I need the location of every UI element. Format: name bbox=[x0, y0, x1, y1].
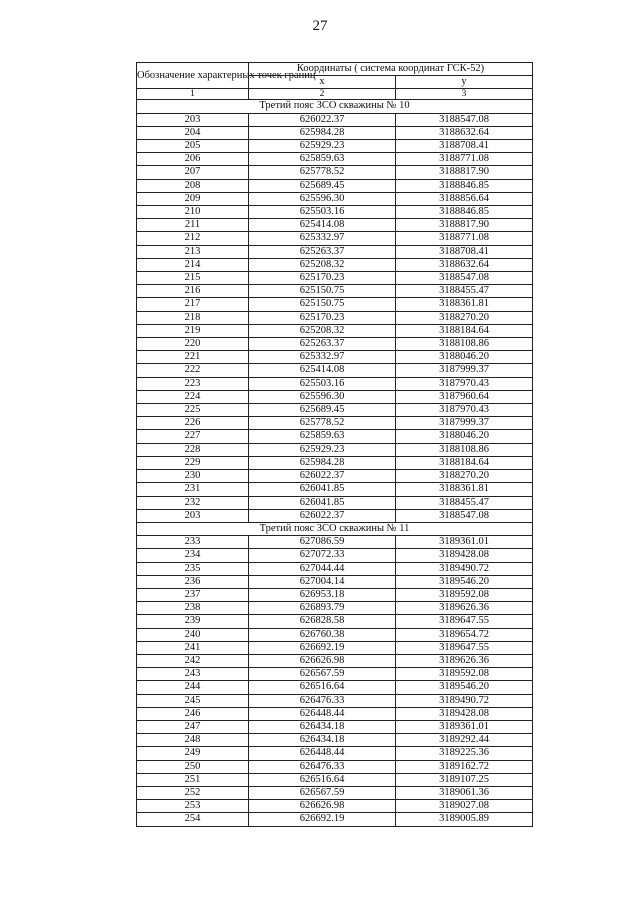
x-cell: 625778.52 bbox=[249, 417, 396, 430]
table-row bbox=[137, 417, 533, 430]
point-id-cell: 246 bbox=[137, 707, 249, 720]
x-cell: 626022.37 bbox=[249, 113, 396, 126]
y-cell: 3189546.20 bbox=[396, 575, 533, 588]
point-id-cell: 214 bbox=[137, 258, 249, 271]
table-row bbox=[137, 219, 533, 232]
section-title-row bbox=[137, 522, 533, 535]
point-id-cell: 206 bbox=[137, 153, 249, 166]
x-cell: 626022.37 bbox=[249, 470, 396, 483]
point-id-cell: 231 bbox=[137, 483, 249, 496]
column-index: 3 bbox=[396, 89, 533, 100]
table-row bbox=[137, 166, 533, 179]
table-row bbox=[137, 351, 533, 364]
point-id-cell: 221 bbox=[137, 351, 249, 364]
point-id-cell: 240 bbox=[137, 628, 249, 641]
x-cell: 625263.37 bbox=[249, 245, 396, 258]
table-row bbox=[137, 562, 533, 575]
point-id-cell: 216 bbox=[137, 285, 249, 298]
y-cell: 3188817.90 bbox=[396, 166, 533, 179]
y-cell: 3188046.20 bbox=[396, 351, 533, 364]
y-cell: 3189027.08 bbox=[396, 800, 533, 813]
x-cell: 627086.59 bbox=[249, 536, 396, 549]
y-cell: 3188632.64 bbox=[396, 126, 533, 139]
x-cell: 626567.59 bbox=[249, 786, 396, 799]
table-row bbox=[137, 377, 533, 390]
x-cell: 625596.30 bbox=[249, 192, 396, 205]
table-row bbox=[137, 707, 533, 720]
point-id-cell: 213 bbox=[137, 245, 249, 258]
point-id-cell: 243 bbox=[137, 668, 249, 681]
table-row bbox=[137, 509, 533, 522]
table-row bbox=[137, 404, 533, 417]
header-coordinates: Координаты ( система координат ГСК-52) bbox=[249, 63, 533, 76]
y-cell: 3189005.89 bbox=[396, 813, 533, 826]
table-body bbox=[137, 100, 533, 826]
section-title: Третий пояс ЗСО скважины № 11 bbox=[137, 522, 533, 535]
point-id-cell: 207 bbox=[137, 166, 249, 179]
x-cell: 626893.79 bbox=[249, 602, 396, 615]
y-cell: 3188547.08 bbox=[396, 509, 533, 522]
x-cell: 627044.44 bbox=[249, 562, 396, 575]
table-row bbox=[137, 760, 533, 773]
point-id-cell: 215 bbox=[137, 272, 249, 285]
x-cell: 625503.16 bbox=[249, 377, 396, 390]
point-id-cell: 236 bbox=[137, 575, 249, 588]
x-cell: 626041.85 bbox=[249, 496, 396, 509]
header-designation: Обозначение характерных точек границ bbox=[137, 63, 249, 89]
point-id-cell: 212 bbox=[137, 232, 249, 245]
table-row bbox=[137, 734, 533, 747]
table-row bbox=[137, 641, 533, 654]
table-row bbox=[137, 456, 533, 469]
point-id-cell: 210 bbox=[137, 206, 249, 219]
y-cell: 3189626.36 bbox=[396, 602, 533, 615]
table-row bbox=[137, 496, 533, 509]
point-id-cell: 244 bbox=[137, 681, 249, 694]
table-row bbox=[137, 298, 533, 311]
table-row bbox=[137, 483, 533, 496]
table-row bbox=[137, 720, 533, 733]
table-row bbox=[137, 272, 533, 285]
point-id-cell: 203 bbox=[137, 509, 249, 522]
table-row bbox=[137, 800, 533, 813]
table-row bbox=[137, 681, 533, 694]
x-cell: 625208.32 bbox=[249, 324, 396, 337]
y-cell: 3187970.43 bbox=[396, 404, 533, 417]
table-row bbox=[137, 773, 533, 786]
x-cell: 625208.32 bbox=[249, 258, 396, 271]
x-cell: 625689.45 bbox=[249, 404, 396, 417]
header-y: y bbox=[396, 76, 533, 89]
coordinates-table bbox=[136, 62, 533, 827]
table-row bbox=[137, 536, 533, 549]
x-cell: 626828.58 bbox=[249, 615, 396, 628]
y-cell: 3188856.64 bbox=[396, 192, 533, 205]
table-row bbox=[137, 628, 533, 641]
y-cell: 3189107.25 bbox=[396, 773, 533, 786]
point-id-cell: 241 bbox=[137, 641, 249, 654]
x-cell: 625859.63 bbox=[249, 153, 396, 166]
table-row bbox=[137, 232, 533, 245]
point-id-cell: 225 bbox=[137, 404, 249, 417]
x-cell: 625859.63 bbox=[249, 430, 396, 443]
point-id-cell: 205 bbox=[137, 140, 249, 153]
x-cell: 625503.16 bbox=[249, 206, 396, 219]
y-cell: 3189654.72 bbox=[396, 628, 533, 641]
y-cell: 3188771.08 bbox=[396, 232, 533, 245]
x-cell: 625984.28 bbox=[249, 456, 396, 469]
y-cell: 3187999.37 bbox=[396, 417, 533, 430]
y-cell: 3188817.90 bbox=[396, 219, 533, 232]
point-id-cell: 222 bbox=[137, 364, 249, 377]
point-id-cell: 227 bbox=[137, 430, 249, 443]
y-cell: 3188455.47 bbox=[396, 496, 533, 509]
y-cell: 3188184.64 bbox=[396, 456, 533, 469]
x-cell: 625414.08 bbox=[249, 219, 396, 232]
point-id-cell: 224 bbox=[137, 390, 249, 403]
y-cell: 3189626.36 bbox=[396, 654, 533, 667]
table-row bbox=[137, 588, 533, 601]
y-cell: 3188361.81 bbox=[396, 483, 533, 496]
point-id-cell: 248 bbox=[137, 734, 249, 747]
y-cell: 3189546.20 bbox=[396, 681, 533, 694]
point-id-cell: 230 bbox=[137, 470, 249, 483]
table-row bbox=[137, 285, 533, 298]
x-cell: 626626.98 bbox=[249, 800, 396, 813]
y-cell: 3187999.37 bbox=[396, 364, 533, 377]
section-title: Третий пояс ЗСО скважины № 10 bbox=[137, 100, 533, 113]
point-id-cell: 235 bbox=[137, 562, 249, 575]
y-cell: 3188361.81 bbox=[396, 298, 533, 311]
page-number: 27 bbox=[312, 18, 328, 34]
x-cell: 626692.19 bbox=[249, 641, 396, 654]
table-row bbox=[137, 813, 533, 826]
point-id-cell: 218 bbox=[137, 311, 249, 324]
table-row bbox=[137, 390, 533, 403]
x-cell: 626476.33 bbox=[249, 694, 396, 707]
x-cell: 625984.28 bbox=[249, 126, 396, 139]
table-row bbox=[137, 153, 533, 166]
x-cell: 625929.23 bbox=[249, 443, 396, 456]
point-id-cell: 252 bbox=[137, 786, 249, 799]
x-cell: 626692.19 bbox=[249, 813, 396, 826]
x-cell: 625263.37 bbox=[249, 338, 396, 351]
column-index-row bbox=[137, 89, 533, 100]
y-cell: 3188455.47 bbox=[396, 285, 533, 298]
table-row bbox=[137, 430, 533, 443]
x-cell: 626626.98 bbox=[249, 654, 396, 667]
y-cell: 3189592.08 bbox=[396, 588, 533, 601]
point-id-cell: 208 bbox=[137, 179, 249, 192]
point-id-cell: 203 bbox=[137, 113, 249, 126]
x-cell: 625929.23 bbox=[249, 140, 396, 153]
y-cell: 3188846.85 bbox=[396, 206, 533, 219]
y-cell: 3188708.41 bbox=[396, 140, 533, 153]
y-cell: 3189428.08 bbox=[396, 549, 533, 562]
y-cell: 3188771.08 bbox=[396, 153, 533, 166]
point-id-cell: 251 bbox=[137, 773, 249, 786]
y-cell: 3187970.43 bbox=[396, 377, 533, 390]
table-row bbox=[137, 654, 533, 667]
table-row bbox=[137, 694, 533, 707]
y-cell: 3187960.64 bbox=[396, 390, 533, 403]
point-id-cell: 234 bbox=[137, 549, 249, 562]
section-title-row bbox=[137, 100, 533, 113]
point-id-cell: 247 bbox=[137, 720, 249, 733]
y-cell: 3188184.64 bbox=[396, 324, 533, 337]
x-cell: 625150.75 bbox=[249, 298, 396, 311]
point-id-cell: 239 bbox=[137, 615, 249, 628]
x-cell: 625332.97 bbox=[249, 232, 396, 245]
y-cell: 3188632.64 bbox=[396, 258, 533, 271]
point-id-cell: 233 bbox=[137, 536, 249, 549]
point-id-cell: 250 bbox=[137, 760, 249, 773]
column-index: 1 bbox=[137, 89, 249, 100]
x-cell: 625414.08 bbox=[249, 364, 396, 377]
point-id-cell: 232 bbox=[137, 496, 249, 509]
x-cell: 626516.64 bbox=[249, 681, 396, 694]
table-row bbox=[137, 311, 533, 324]
y-cell: 3188708.41 bbox=[396, 245, 533, 258]
table-row bbox=[137, 668, 533, 681]
x-cell: 626476.33 bbox=[249, 760, 396, 773]
column-index: 2 bbox=[249, 89, 396, 100]
table-row bbox=[137, 245, 533, 258]
point-id-cell: 217 bbox=[137, 298, 249, 311]
x-cell: 626434.18 bbox=[249, 720, 396, 733]
point-id-cell: 238 bbox=[137, 602, 249, 615]
table-row bbox=[137, 179, 533, 192]
table-row bbox=[137, 615, 533, 628]
y-cell: 3188547.08 bbox=[396, 272, 533, 285]
x-cell: 626516.64 bbox=[249, 773, 396, 786]
x-cell: 626448.44 bbox=[249, 747, 396, 760]
x-cell: 625170.23 bbox=[249, 311, 396, 324]
point-id-cell: 211 bbox=[137, 219, 249, 232]
y-cell: 3189647.55 bbox=[396, 615, 533, 628]
table-row bbox=[137, 443, 533, 456]
point-id-cell: 220 bbox=[137, 338, 249, 351]
y-cell: 3188108.86 bbox=[396, 443, 533, 456]
y-cell: 3188270.20 bbox=[396, 311, 533, 324]
point-id-cell: 226 bbox=[137, 417, 249, 430]
table-row bbox=[137, 786, 533, 799]
table-row bbox=[137, 470, 533, 483]
x-cell: 626022.37 bbox=[249, 509, 396, 522]
x-cell: 627072.33 bbox=[249, 549, 396, 562]
x-cell: 626041.85 bbox=[249, 483, 396, 496]
table-row bbox=[137, 113, 533, 126]
table-row bbox=[137, 258, 533, 271]
x-cell: 627004.14 bbox=[249, 575, 396, 588]
y-cell: 3189428.08 bbox=[396, 707, 533, 720]
point-id-cell: 204 bbox=[137, 126, 249, 139]
table-row bbox=[137, 126, 533, 139]
point-id-cell: 209 bbox=[137, 192, 249, 205]
table-row bbox=[137, 192, 533, 205]
table-row bbox=[137, 324, 533, 337]
y-cell: 3189490.72 bbox=[396, 562, 533, 575]
y-cell: 3188108.86 bbox=[396, 338, 533, 351]
x-cell: 625150.75 bbox=[249, 285, 396, 298]
y-cell: 3188270.20 bbox=[396, 470, 533, 483]
table-row bbox=[137, 364, 533, 377]
point-id-cell: 245 bbox=[137, 694, 249, 707]
y-cell: 3188547.08 bbox=[396, 113, 533, 126]
point-id-cell: 223 bbox=[137, 377, 249, 390]
table-row bbox=[137, 549, 533, 562]
x-cell: 625596.30 bbox=[249, 390, 396, 403]
header-x: x bbox=[249, 76, 396, 89]
y-cell: 3188846.85 bbox=[396, 179, 533, 192]
y-cell: 3189647.55 bbox=[396, 641, 533, 654]
table-row bbox=[137, 747, 533, 760]
x-cell: 625689.45 bbox=[249, 179, 396, 192]
table-row bbox=[137, 140, 533, 153]
y-cell: 3189162.72 bbox=[396, 760, 533, 773]
point-id-cell: 237 bbox=[137, 588, 249, 601]
table-row bbox=[137, 338, 533, 351]
x-cell: 625170.23 bbox=[249, 272, 396, 285]
y-cell: 3189225.36 bbox=[396, 747, 533, 760]
x-cell: 626448.44 bbox=[249, 707, 396, 720]
x-cell: 625332.97 bbox=[249, 351, 396, 364]
x-cell: 626760.38 bbox=[249, 628, 396, 641]
y-cell: 3189490.72 bbox=[396, 694, 533, 707]
x-cell: 626567.59 bbox=[249, 668, 396, 681]
point-id-cell: 249 bbox=[137, 747, 249, 760]
y-cell: 3188046.20 bbox=[396, 430, 533, 443]
point-id-cell: 228 bbox=[137, 443, 249, 456]
y-cell: 3189061.36 bbox=[396, 786, 533, 799]
x-cell: 626434.18 bbox=[249, 734, 396, 747]
point-id-cell: 254 bbox=[137, 813, 249, 826]
y-cell: 3189361.01 bbox=[396, 536, 533, 549]
point-id-cell: 242 bbox=[137, 654, 249, 667]
point-id-cell: 229 bbox=[137, 456, 249, 469]
point-id-cell: 219 bbox=[137, 324, 249, 337]
table-row bbox=[137, 575, 533, 588]
y-cell: 3189592.08 bbox=[396, 668, 533, 681]
y-cell: 3189361.01 bbox=[396, 720, 533, 733]
y-cell: 3189292.44 bbox=[396, 734, 533, 747]
x-cell: 626953.18 bbox=[249, 588, 396, 601]
x-cell: 625778.52 bbox=[249, 166, 396, 179]
point-id-cell: 253 bbox=[137, 800, 249, 813]
table-row bbox=[137, 206, 533, 219]
table-row bbox=[137, 602, 533, 615]
